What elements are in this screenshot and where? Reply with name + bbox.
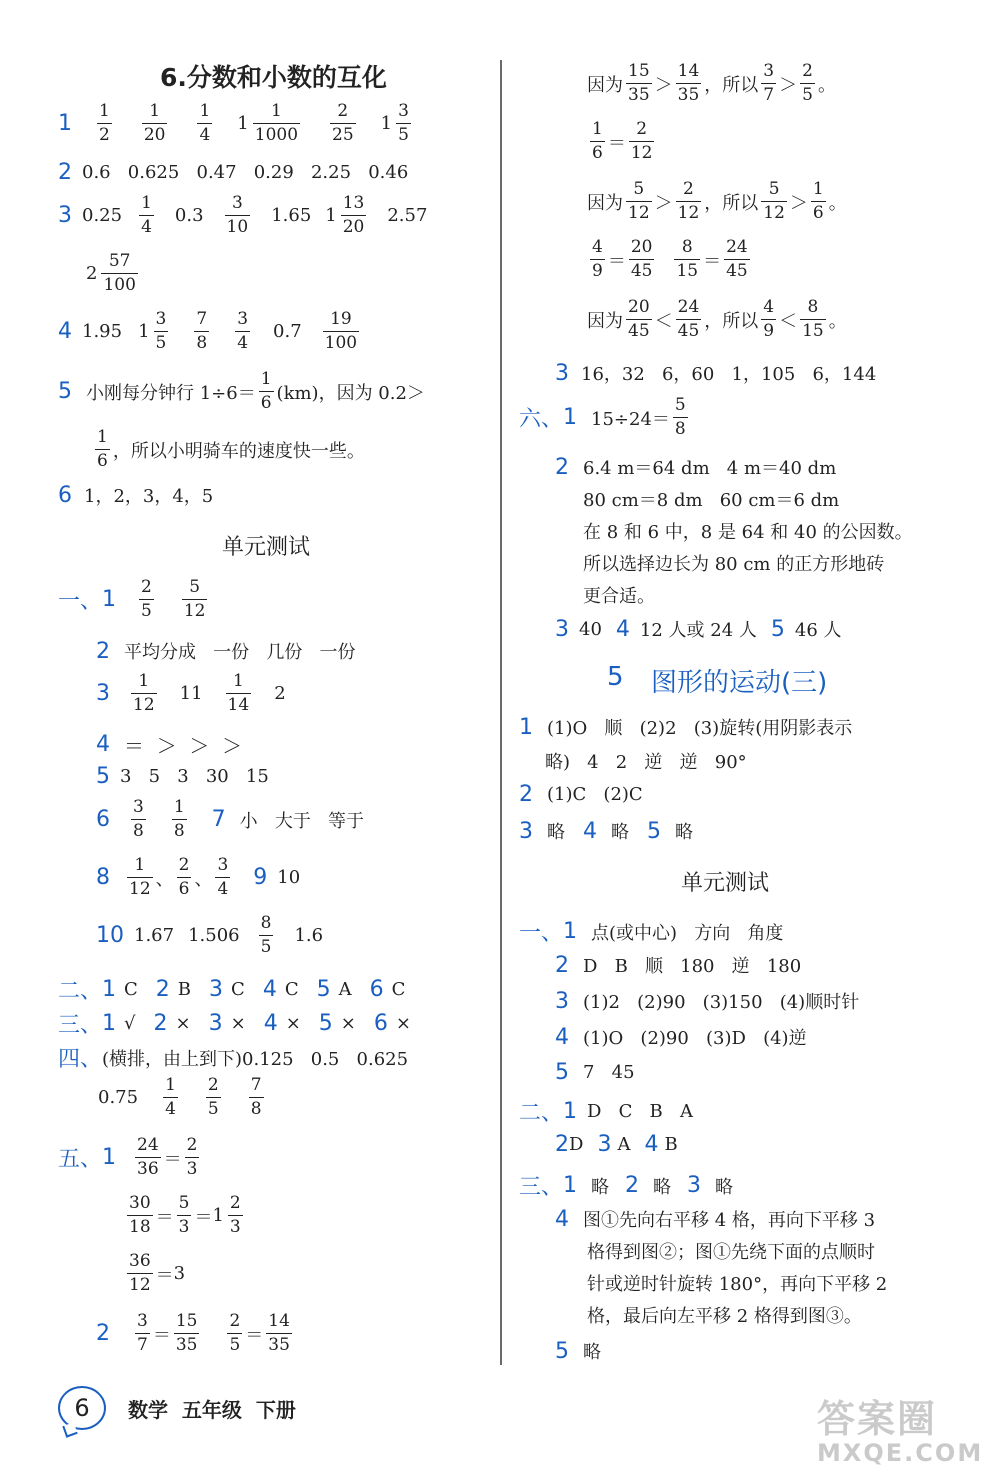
fraction: $\frac{8}{15}$ [802, 297, 824, 341]
question-number: 2 [96, 638, 110, 664]
unit-row-2 [96, 638, 356, 664]
unit-section-3-row-5 [555, 1338, 601, 1364]
answer-text: (km)，因为 0.2＞ [276, 382, 425, 404]
fraction: $\frac{1}{1000}$ [254, 101, 299, 145]
answer-text: D B 顺 180 逆 180 [583, 956, 802, 977]
separator: 、 [194, 868, 213, 890]
fraction: $\frac{8}{5}$ [260, 913, 272, 957]
section-4-row-cont [98, 1076, 267, 1119]
section-5-row-1: 五、 1 $\frac{24}{36}$ ＝ $\frac{2}{3}$ [58, 1135, 198, 1179]
fraction: $\frac{2}{3}$ [229, 1193, 241, 1237]
chapter-row-1 [519, 714, 852, 740]
unit-row-4 [96, 730, 242, 759]
unit-section-3-row-1: 三、 1 略 2 略 3 略 [519, 1170, 733, 1201]
question-number: 1 [102, 1145, 117, 1170]
answer-text: 0.7 [273, 321, 302, 342]
answer-row-4 [58, 310, 362, 353]
fraction: $\frac{2}{3}$ [186, 1135, 198, 1179]
fraction: $\frac{4}{9}$ [592, 237, 603, 281]
answer-row-3-cont [86, 252, 141, 295]
question-number: 1 [563, 405, 578, 430]
answer-text: (1)2 (2)90 (3)150 (4)顺时针 [583, 992, 860, 1013]
question-number: 7 [211, 807, 226, 832]
answer-text: 格得到图②；图①先绕下面的点顺时 [587, 1242, 875, 1263]
fraction: $\frac{1}{8}$ [173, 797, 185, 841]
fraction: $\frac{7}{8}$ [196, 309, 208, 353]
question-number: 4 [583, 818, 597, 844]
fraction: $\frac{5}{8}$ [674, 395, 686, 439]
answer-text: 7 45 [583, 1062, 635, 1083]
question-number: 1 [563, 919, 578, 944]
answer-text: 略 [583, 1342, 601, 1363]
fraction: $\frac{2}{5}$ [229, 1311, 241, 1355]
answer-text: 所以选择边长为 80 cm 的正方形地砖 [583, 554, 885, 575]
separator: 、 [155, 868, 174, 890]
fraction: $\frac{5}{3}$ [178, 1193, 190, 1237]
whole-number: 1 [138, 321, 150, 342]
answer-text: 1.65 [271, 205, 312, 226]
answer-text: 1.506 [188, 925, 240, 946]
fraction: $\frac{2}{5}$ [802, 61, 813, 105]
section-label: 四、 [58, 1047, 103, 1072]
question-number: 5 [647, 818, 661, 844]
fraction: $\frac{1}{4}$ [199, 101, 211, 145]
chapter-title: 图形的运动(三) [651, 668, 828, 698]
answer-row-5 [58, 370, 425, 413]
answer-text: 6.4 m＝64 dm 4 m＝40 dm [583, 458, 837, 479]
section-label: 一、 [58, 589, 103, 614]
section-3-row: 三、 1 √ 2 × 3 × 4 × 5 × 6 × [58, 1008, 411, 1039]
fraction: $\frac{1}{6}$ [812, 179, 824, 223]
question-number: 8 [96, 865, 110, 890]
question-number: 4 [58, 319, 72, 344]
section-5-row-4: 2 $\frac{3}{7}$ ＝ $\frac{15}{35}$ $\frac{2}{5}$ ＝ $\frac{14}{35}$ [96, 1311, 290, 1355]
fraction: $\frac{1}{12}$ [133, 671, 155, 715]
question-number: 5 [770, 616, 785, 642]
question-number: 2 [555, 454, 569, 480]
answer-text: 0.75 [98, 1087, 139, 1108]
fraction: $\frac{3}{4}$ [217, 855, 229, 899]
section-6-row-2e [583, 582, 655, 608]
unit-row-8 [96, 856, 300, 899]
unit-row-6 [96, 798, 364, 841]
question-number: 2 [519, 782, 533, 807]
question-number: 4 [555, 1206, 569, 1232]
equation-row-4: $\frac{4}{9}$ ＝ $\frac{20}{45}$ $\frac{8}{15}$ ＝ $\frac{24}{45}$ [592, 237, 748, 281]
whole-number: 2 [86, 263, 98, 284]
whole-number: 1 [325, 205, 337, 226]
fraction: $\frac{2}{6}$ [178, 855, 190, 899]
question-number: 2 [555, 952, 569, 978]
answer-text: 10 [277, 867, 301, 888]
question-number: 3 [58, 203, 72, 228]
answer-text: 2 [274, 683, 286, 704]
answer-text: 0.25 [82, 205, 123, 226]
fraction: $\frac{15}{35}$ [175, 1311, 198, 1355]
answer-text: (1)C (2)C [547, 784, 643, 805]
fraction: $\frac{1}{2}$ [99, 101, 110, 145]
answer-text: 略) 4 2 逆 逆 90° [545, 752, 747, 773]
chapter-row-2 [519, 782, 643, 807]
question-number: 9 [253, 865, 268, 890]
unit-test-title: 单元测试 [681, 871, 770, 896]
question-number: 4 [96, 732, 110, 757]
fraction: $\frac{2}{25}$ [332, 101, 354, 145]
watermark-logo: 答案圈 MXQE.COM [817, 1397, 984, 1467]
fraction: $\frac{24}{36}$ [137, 1135, 159, 1179]
fraction: $\frac{1}{20}$ [143, 101, 166, 145]
unit-section-2-row-2: 2 D 3 A 4 B [555, 1132, 678, 1157]
section-6-row-2b [583, 486, 839, 512]
unit-row-3 [555, 988, 859, 1014]
answer-text: 80 cm＝8 dm 60 cm＝6 dm [583, 490, 840, 511]
section-label: 三、 [519, 1175, 564, 1200]
question-number: 6 [58, 482, 72, 508]
section-5-row-3: $\frac{36}{12}$ ＝ 3 [129, 1251, 186, 1295]
fraction: $\frac{2}{12}$ [630, 119, 653, 163]
unit-section-3-row-4b [587, 1238, 875, 1264]
answer-row-3 [555, 360, 876, 386]
fraction: $\frac{8}{15}$ [676, 237, 699, 281]
unit-row-3 [96, 672, 286, 715]
section-6-row-2c [583, 518, 913, 544]
section-6-row-2 [555, 454, 836, 480]
fraction: $\frac{7}{8}$ [250, 1075, 262, 1119]
question-number: 5 [555, 1338, 569, 1364]
unit-section-3-row-4d [587, 1302, 862, 1328]
question-number: 4 [555, 1024, 569, 1050]
unit-row-4 [555, 1024, 807, 1050]
answer-text: 格，最后向左平移 2 格得到图③。 [587, 1306, 862, 1327]
answer-row-3 [58, 194, 427, 237]
fraction: $\frac{57}{100}$ [103, 251, 136, 295]
answer-row-2 [58, 160, 408, 185]
fraction: $\frac{1}{12}$ [129, 855, 151, 899]
fraction: $\frac{30}{18}$ [129, 1193, 151, 1237]
section-4-row [58, 1042, 408, 1073]
answer-text: 在 8 和 6 中，8 是 64 和 40 的公因数。 [583, 522, 913, 543]
page-footer [58, 1378, 338, 1438]
fraction: $\frac{4}{9}$ [763, 297, 775, 341]
fraction: $\frac{2}{5}$ [141, 577, 152, 621]
section-label: 五、 [58, 1147, 103, 1172]
answer-text: 平均分成 一份 几份 一份 [124, 642, 356, 663]
fraction: $\frac{1}{6}$ [592, 119, 603, 163]
question-number: 3 [519, 818, 533, 844]
answer-text: (横排，由上到下)0.125 0.5 0.625 [102, 1048, 409, 1070]
section-label: 六、 [519, 407, 564, 432]
section-6-row-2d [583, 550, 884, 576]
fraction: $\frac{5}{12}$ [763, 179, 785, 223]
section-6-row-1 [519, 396, 691, 439]
fraction: $\frac{3}{5}$ [398, 101, 409, 145]
question-number: 4 [615, 616, 630, 642]
answer-text: 针或逆时针旋转 180°，再向下平移 2 [587, 1274, 888, 1295]
question-number: 5 [555, 1060, 569, 1085]
unit-row-1 [519, 916, 783, 947]
fraction: $\frac{24}{45}$ [677, 297, 700, 341]
answer-text: 16，32 6，60 1，105 6，144 [581, 364, 877, 385]
answer-text: 0.6 0.625 0.47 0.29 2.25 0.46 [82, 162, 409, 183]
question-number: 5 [96, 764, 110, 789]
fraction: $\frac{5}{12}$ [628, 179, 650, 223]
question-number: 1 [102, 587, 117, 612]
answer-row-6 [58, 482, 213, 508]
fraction: $\frac{1}{6}$ [97, 427, 108, 471]
section-2-row: 二、 1 C 2 B 3 C 4 C 5 A 6 C [58, 974, 405, 1005]
question-number: 3 [555, 360, 569, 386]
question-number: 1 [58, 111, 72, 136]
section-label: 一、 [519, 921, 564, 946]
fraction: $\frac{20}{45}$ [628, 297, 650, 341]
fraction: $\frac{1}{4}$ [165, 1075, 176, 1119]
whole-number: 1 [380, 113, 393, 134]
unit-row-5 [96, 764, 269, 789]
fraction: $\frac{3}{10}$ [226, 193, 249, 237]
fraction: $\frac{3}{8}$ [133, 797, 144, 841]
unit-test-title: 单元测试 [222, 535, 311, 560]
answer-text: 更合适。 [583, 586, 655, 607]
section-title: 6.分数和小数的互化 [160, 63, 387, 92]
answer-text: 小 大于 等于 [239, 810, 364, 832]
section-label: 三、 [58, 1013, 103, 1038]
fraction: $\frac{2}{12}$ [677, 179, 700, 223]
question-number: 2 [96, 1321, 110, 1346]
answer-text: 3 5 3 30 15 [120, 766, 269, 787]
section-5-row-2: $\frac{30}{18}$ ＝ $\frac{5}{3}$ ＝ 1 $\frac{2}{3}$ [129, 1193, 241, 1237]
equation-row-2: $\frac{1}{6}$ ＝ $\frac{2}{12}$ [592, 119, 653, 163]
fraction: $\frac{19}{100}$ [324, 309, 358, 353]
question-number: 3 [96, 681, 110, 706]
fraction: $\frac{24}{45}$ [726, 237, 748, 281]
unit-section-2-row-1 [519, 1096, 693, 1127]
answer-text: 点(或中心) 方向 角度 [591, 922, 784, 944]
answer-text: ，所以小明骑车的速度快一些。 [112, 440, 365, 462]
unit-row-2 [555, 952, 801, 978]
chapter-row-3: 3 略 4 略 5 略 [519, 818, 693, 844]
fraction: $\frac{20}{45}$ [630, 237, 653, 281]
question-number: 2 [58, 160, 72, 185]
answer-text: 11 [179, 683, 203, 704]
question-number: 5 [58, 379, 72, 404]
answer-text: 1.6 [294, 925, 324, 946]
answer-text: 2.57 [387, 205, 428, 226]
answer-text: (1)O (2)90 (3)D (4)逆 [583, 1028, 807, 1049]
comparison-row-3: 因为 $\frac{5}{12}$ ＞ $\frac{2}{12}$ ，所以 $\frac{5}{12}$ ＞ $\frac{1}{6}$ 。 [587, 179, 847, 223]
chapter-row-1b [545, 748, 747, 774]
answer-text: 图①先向右平移 4 格，再向下平移 3 [583, 1210, 876, 1231]
column-divider [500, 60, 502, 1365]
comparison-row-5: 因为 $\frac{20}{45}$ ＜ $\frac{24}{45}$ ，所以 $\frac{4}{9}$ ＜ $\frac{8}{15}$ 。 [587, 297, 847, 341]
answer-text: D C B A [587, 1101, 693, 1122]
comparison-row-1: 因为 $\frac{15}{35}$ ＞ $\frac{14}{35}$ ，所以 $\frac{3}{7}$ ＞ $\frac{2}{5}$ 。 [587, 61, 836, 105]
fraction: $\frac{36}{12}$ [129, 1251, 151, 1295]
question-number: 1 [519, 714, 533, 740]
unit-row-10 [96, 914, 323, 957]
fraction: $\frac{3}{5}$ [155, 309, 167, 353]
answer-text: 15÷24＝ [591, 408, 670, 430]
whole-number: 1 [237, 113, 249, 134]
section-label: 二、 [519, 1101, 564, 1126]
unit-row-5 [555, 1060, 635, 1085]
unit-section-3-row-4c [587, 1270, 887, 1296]
fraction: $\frac{3}{7}$ [137, 1311, 148, 1355]
fraction: $\frac{2}{5}$ [207, 1075, 219, 1119]
answer-row-5-cont [92, 428, 365, 471]
book-title: 数学 五年级 下册 [128, 1397, 296, 1422]
fraction: $\frac{1}{14}$ [227, 671, 250, 715]
answer-text: 1.95 [82, 321, 123, 342]
answer-text: 1，2，3，4，5 [84, 486, 214, 507]
fraction: $\frac{1}{4}$ [141, 193, 152, 237]
question-number: 3 [555, 988, 569, 1014]
question-number: 1 [563, 1099, 578, 1124]
answer-text: (1)O 顺 (2)2 (3)旋转(用阴影表示 [547, 718, 853, 739]
fraction: $\frac{3}{4}$ [237, 309, 249, 353]
fraction: $\frac{13}{20}$ [342, 193, 365, 237]
question-number: 3 [555, 616, 569, 642]
fraction: $\frac{15}{35}$ [628, 61, 650, 105]
chapter-number: 5 [607, 662, 624, 692]
answer-text: 0.3 [174, 205, 204, 226]
unit-section-3-row-4 [555, 1206, 875, 1232]
question-number: 6 [96, 807, 110, 832]
answer-text: 1.67 [134, 925, 175, 946]
answer-text: ＝ ＞ ＞ ＞ [124, 734, 243, 758]
unit-row-1 [58, 578, 210, 621]
question-number: 10 [96, 923, 124, 948]
fraction: $\frac{14}{35}$ [677, 61, 700, 105]
fraction: $\frac{1}{6}$ [260, 369, 272, 413]
page-number-badge: 6 [58, 1386, 106, 1430]
answer-text: 小刚每分钟行 1÷6＝ [86, 382, 256, 404]
fraction: $\frac{14}{35}$ [268, 1311, 290, 1355]
fraction: $\frac{3}{7}$ [763, 61, 775, 105]
fraction: $\frac{5}{12}$ [183, 577, 206, 621]
answer-row-1 [58, 102, 414, 145]
section-label: 二、 [58, 979, 103, 1004]
section-6-row-3: 3 40 4 12 人或 24 人 5 46 人 [555, 616, 842, 642]
